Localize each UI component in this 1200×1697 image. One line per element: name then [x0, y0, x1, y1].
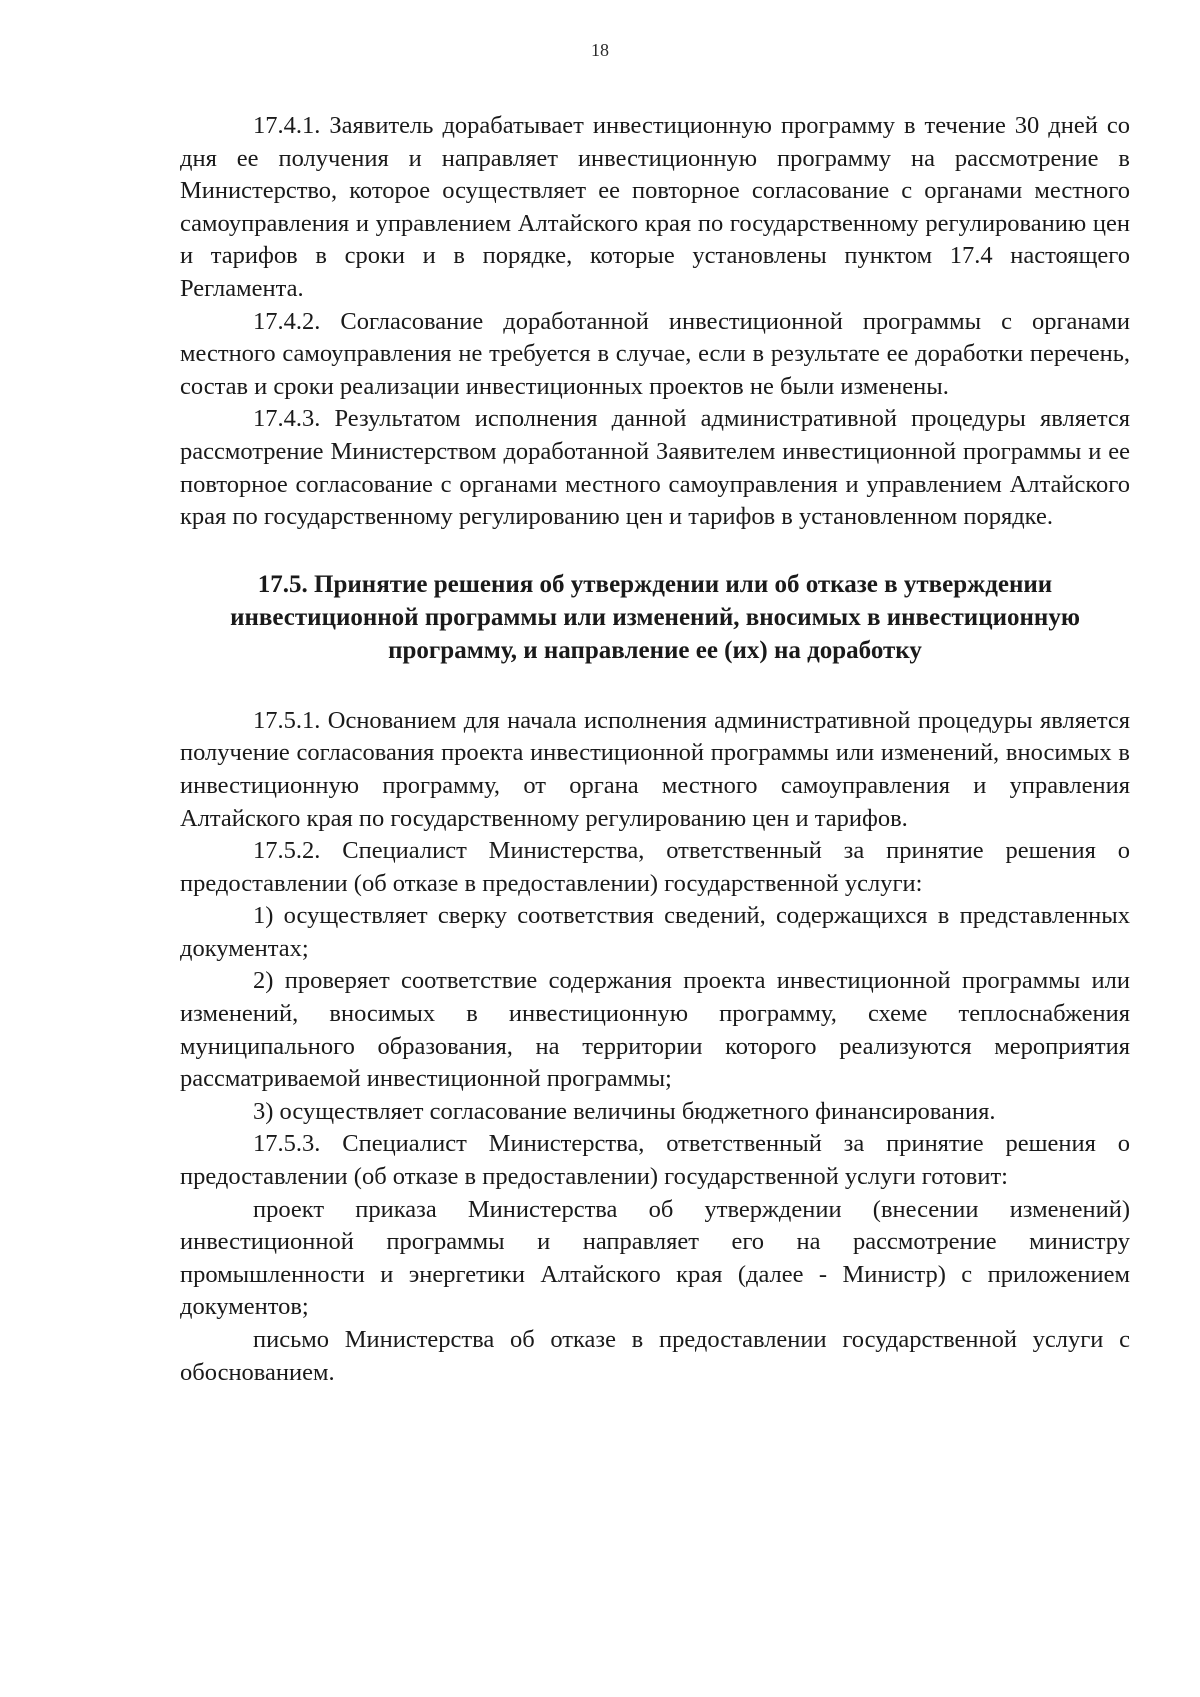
paragraph-17-4-3: 17.4.3. Результатом исполнения данной административной процедуры является рассмотрение Министерством доработанной Заявителем инвестиционной программы и ее повторное согласование с органами местного самоуправления и управлением Алтайского края по государственному регулированию цен и тарифов в установленном порядке. — [180, 405, 1130, 531]
paragraph-refusal-letter: письмо Министерства об отказе в предоставлении государственной услуги с обоснованием. — [180, 1326, 1130, 1386]
paragraph-17-5-3: 17.5.3. Специалист Министерства, ответственный за принятие решения о предоставлении (об отказе в предоставлении) государственной услуги готовит: — [180, 1130, 1130, 1191]
document-body — [180, 110, 1130, 1389]
paragraph-17-5-2: 17.5.2. Специалист Министерства, ответственный за принятие решения о предоставлении (об отказе в предоставлении) государственной услуги: — [180, 837, 1130, 897]
paragraph-17-5-1: 17.5.1. Основанием для начала исполнения административной процедуры является получение согласования проекта инвестиционной программы или изменений, вносимых в инвестиционную программу, от органа местного самоуправления и управления Алтайского края по государственному регулированию цен и тарифов. — [180, 706, 1130, 832]
paragraph-17-4-2: 17.4.2. Согласование доработанной инвестиционной программы с органами местного самоуправления не требуется в случае, если в результате ее доработки перечень, состав и сроки реализации инвестиционных проектов не были изменены. — [180, 307, 1130, 400]
list-item-3: 3) осуществляет согласование величины бюджетного финансирования. — [253, 1097, 996, 1125]
paragraph-order-draft: проект приказа Министерства об утверждении (внесении изменений) инвестиционной программы и направляет его на рассмотрение министру промышленности и энергетики Алтайского края (далее - Министр) с приложением документов; — [180, 1195, 1130, 1321]
list-item-2: 2) проверяет соответствие содержания проекта инвестиционной программы или изменений, вносимых в инвестиционную программу, схеме теплоснабжения муниципального образования, на территории которого реализуются мероприятия рассматриваемой инвестиционной программы; — [180, 967, 1130, 1093]
page-number: 18 — [591, 40, 609, 60]
section-title-17-5: 17.5. Принятие решения об утверждении или об отказе в утверждении инвестиционной программы или изменений, вносимых в инвестиционную программу, и направление ее (их) на доработку — [230, 570, 1080, 664]
list-item-1: 1) осуществляет сверку соответствия сведений, содержащихся в представленных документах; — [180, 902, 1130, 962]
paragraph-17-4-1: 17.4.1. Заявитель дорабатывает инвестиционную программу в течение 30 дней со дня ее получения и направляет инвестиционную программу на рассмотрение в Министерство, которое осуществляет ее повторное согласование с органами местного самоуправления и управлением Алтайского края по государственному регулированию цен и тарифов в сроки и в порядке, которые установлены пунктом 17.4 настоящего Регламента. — [180, 112, 1130, 302]
